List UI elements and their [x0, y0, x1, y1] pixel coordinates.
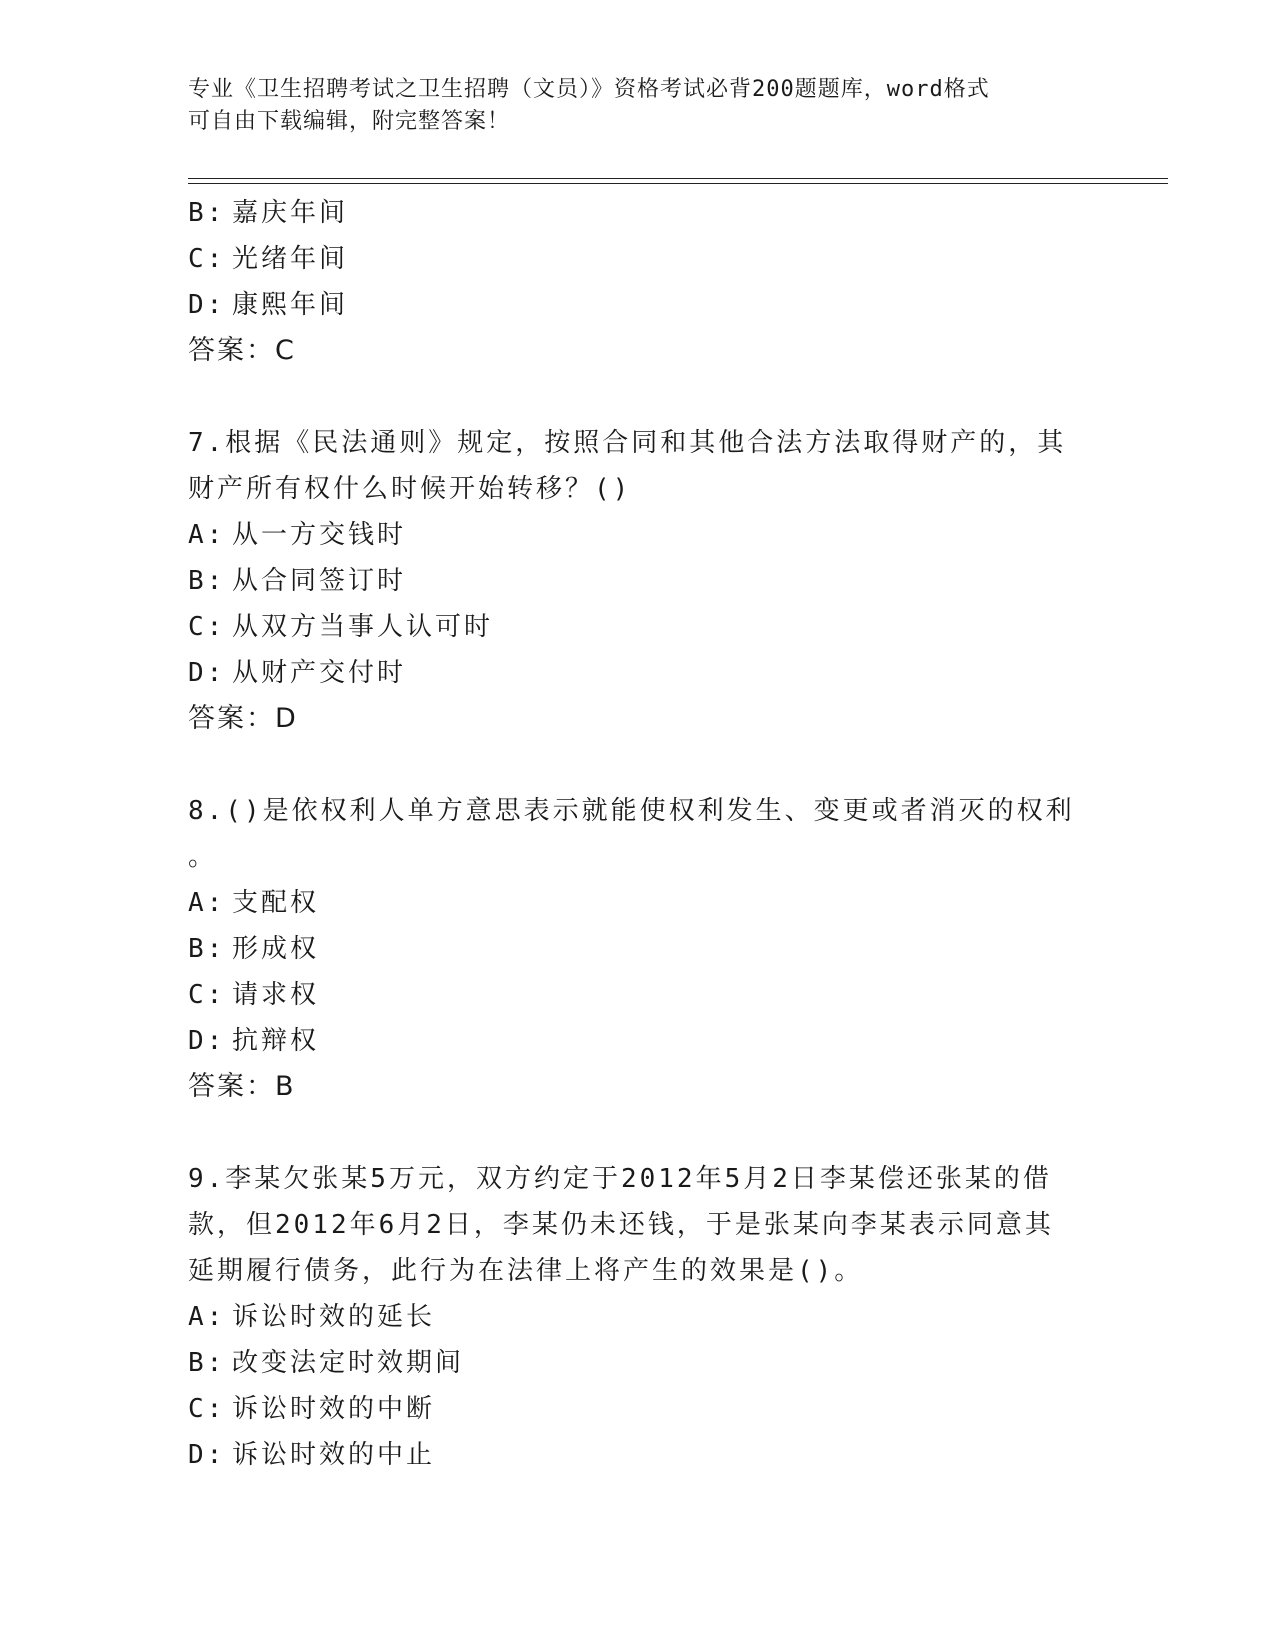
- option-label: B:: [188, 198, 226, 228]
- option-label: B:: [188, 566, 226, 596]
- option-d: [188, 1018, 1088, 1064]
- header-rule-bottom: [188, 183, 1168, 184]
- option-text: 支配权: [232, 888, 320, 918]
- option-a: [188, 1294, 1088, 1340]
- spacer: [188, 1110, 1088, 1156]
- question-9: [188, 1156, 1088, 1478]
- option-label: A:: [188, 888, 226, 918]
- option-text: 改变法定时效期间: [232, 1348, 465, 1378]
- option-text: 诉讼时效的中断: [232, 1394, 436, 1424]
- question-list: [188, 190, 1088, 1478]
- option-label: D:: [188, 658, 226, 688]
- option-label: C:: [188, 980, 226, 1010]
- option-b: [188, 926, 1088, 972]
- option-text: 光绪年间: [232, 244, 349, 274]
- option-d: [188, 282, 1088, 328]
- option-label: C:: [188, 1394, 226, 1424]
- header-line-1: 专业《卫生招聘考试之卫生招聘（文员）》资格考试必背200题题库，word格式: [188, 77, 990, 102]
- option-text: 从一方交钱时: [232, 520, 407, 550]
- question-stem-line: 款，但2012年6月2日，李某仍未还钱，于是张某向李某表示同意其: [188, 1210, 1054, 1240]
- option-text: 康熙年间: [232, 290, 349, 320]
- option-b: [188, 190, 1088, 236]
- answer: 答案：C: [188, 335, 296, 366]
- option-label: C:: [188, 244, 226, 274]
- option-label: A:: [188, 520, 226, 550]
- option-c: [188, 236, 1088, 282]
- option-text: 抗辩权: [232, 1026, 320, 1056]
- option-d: [188, 1432, 1088, 1478]
- option-d: [188, 650, 1088, 696]
- option-text: 诉讼时效的延长: [232, 1302, 436, 1332]
- answer: 答案：B: [188, 1071, 296, 1102]
- option-b: [188, 558, 1088, 604]
- option-label: C:: [188, 612, 226, 642]
- question-7: [188, 420, 1088, 742]
- option-text: 从合同签订时: [232, 566, 407, 596]
- option-label: D:: [188, 1026, 226, 1056]
- answer: 答案：D: [188, 703, 298, 734]
- option-text: 从双方当事人认可时: [232, 612, 494, 642]
- question-stem-line: 延期履行债务，此行为在法律上将产生的效果是()。: [188, 1256, 864, 1286]
- option-text: 形成权: [232, 934, 320, 964]
- question-stem-line: 8.()是依权利人单方意思表示就能使权利发生、变更或者消灭的权利: [188, 796, 1075, 826]
- option-a: [188, 880, 1088, 926]
- document-header: [188, 74, 1068, 138]
- option-text: 诉讼时效的中止: [232, 1440, 436, 1470]
- option-text: 嘉庆年间: [232, 198, 349, 228]
- option-text: 从财产交付时: [232, 658, 407, 688]
- header-line-2: 可自由下载编辑，附完整答案！: [188, 109, 511, 134]
- option-label: B:: [188, 1348, 226, 1378]
- option-c: [188, 1386, 1088, 1432]
- spacer: [188, 374, 1088, 420]
- option-label: D:: [188, 1440, 226, 1470]
- spacer: [188, 742, 1088, 788]
- question-stem-line: 。: [188, 842, 218, 872]
- header-rule-top: [188, 178, 1168, 179]
- option-label: D:: [188, 290, 226, 320]
- option-c: [188, 604, 1088, 650]
- question-stem-line: 财产所有权什么时候开始转移？(): [188, 474, 632, 504]
- question-stem-line: 7.根据《民法通则》规定，按照合同和其他合法方法取得财产的，其: [188, 428, 1067, 458]
- option-text: 请求权: [232, 980, 320, 1010]
- option-a: [188, 512, 1088, 558]
- question-stem-line: 9.李某欠张某5万元，双方约定于2012年5月2日李某偿还张某的借: [188, 1164, 1052, 1194]
- option-label: B:: [188, 934, 226, 964]
- question-8: [188, 788, 1088, 1110]
- option-label: A:: [188, 1302, 226, 1332]
- option-c: [188, 972, 1088, 1018]
- option-b: [188, 1340, 1088, 1386]
- prev-question: [188, 190, 1088, 374]
